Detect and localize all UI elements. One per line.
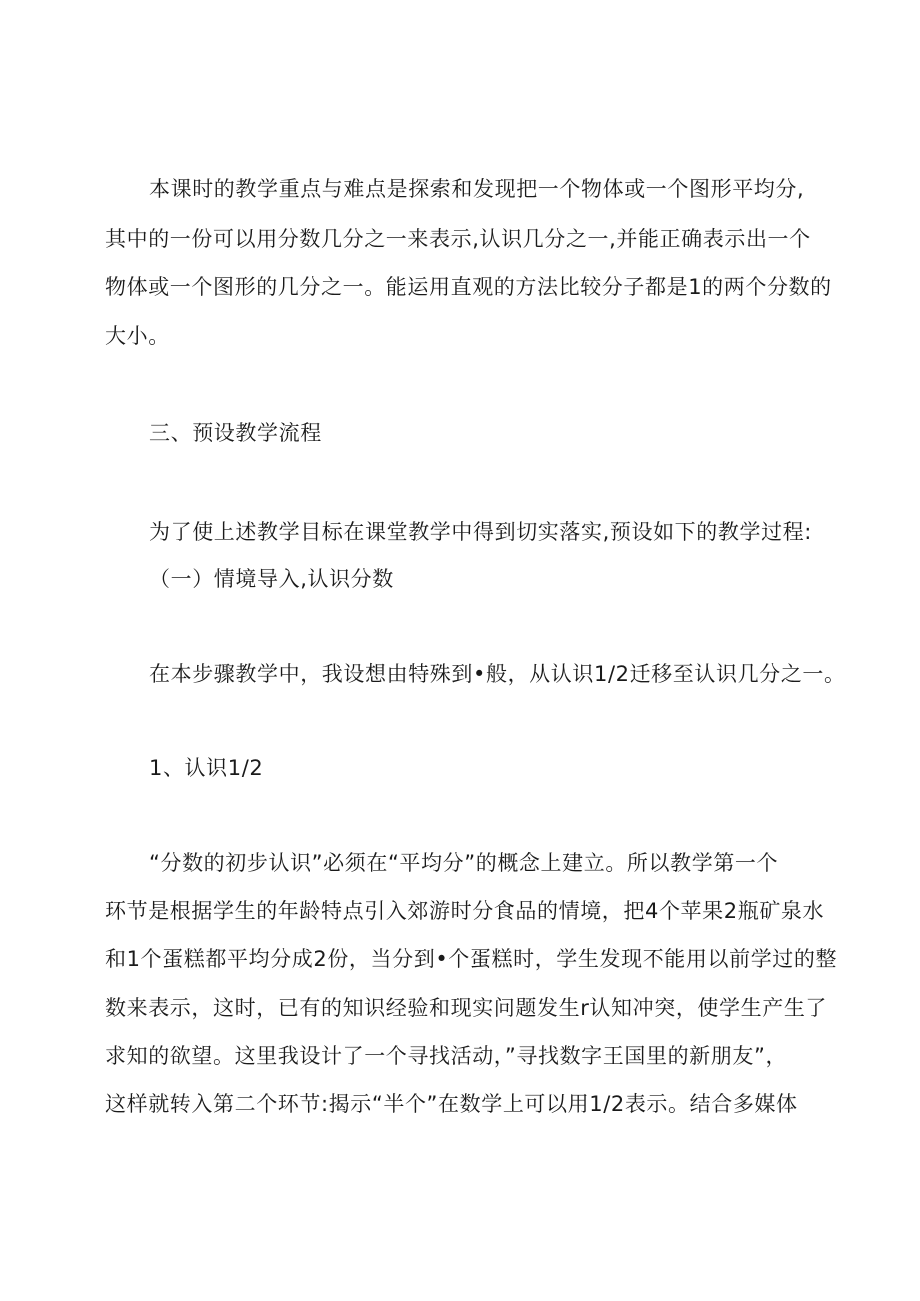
paragraph-4-line-1: “分数的初步认识”必须在“平均分”的概念上建立。所以教学第一个: [149, 851, 779, 875]
paragraph-1-line-3: 物体或一个图形的几分之一。能运用直观的方法比较分子都是1的两个分数的: [105, 275, 832, 299]
section-heading-3: 三、预设教学流程: [149, 421, 322, 445]
subsection-heading-1: （一）情境导入,认识分数: [149, 567, 394, 591]
paragraph-1-line-1: 本课时的教学重点与难点是探索和发现把一个物体或一个图形平均分,: [149, 177, 805, 201]
paragraph-4-line-5: 求知的欲望。这里我设计了一个寻找活动，”寻找数字王国里的新朋友”，: [105, 1044, 788, 1068]
paragraph-1-line-2: 其中的一份可以用分数几分之一来表示,认识几分之一,并能正确表示出一个: [105, 227, 811, 251]
paragraph-4-line-3: 和1个蛋糕都平均分成2份，当分到•个蛋糕时，学生发现不能用以前学过的整: [105, 947, 838, 971]
paragraph-4-line-6: 这样就转入第二个环节:揭示“半个”在数学上可以用1/2表示。结合多媒体: [105, 1092, 798, 1116]
paragraph-4-line-4: 数来表示，这时，已有的知识经验和现实问题发生r认知冲突，使学生产生了: [105, 996, 828, 1020]
paragraph-1-line-4: 大小。: [105, 324, 170, 348]
paragraph-3-line-1: 在本步骤教学中，我设想由特殊到•般，从认识1/2迁移至认识几分之一。: [149, 662, 846, 686]
paragraph-2-line-1: 为了使上述教学目标在课堂教学中得到切实落实,预设如下的教学过程:: [149, 520, 812, 544]
paragraph-4-line-2: 环节是根据学生的年龄特点引入郊游时分食品的情境，把4个苹果2瓶矿泉水: [105, 899, 825, 923]
item-heading-1: 1、认识1/2: [149, 756, 264, 780]
